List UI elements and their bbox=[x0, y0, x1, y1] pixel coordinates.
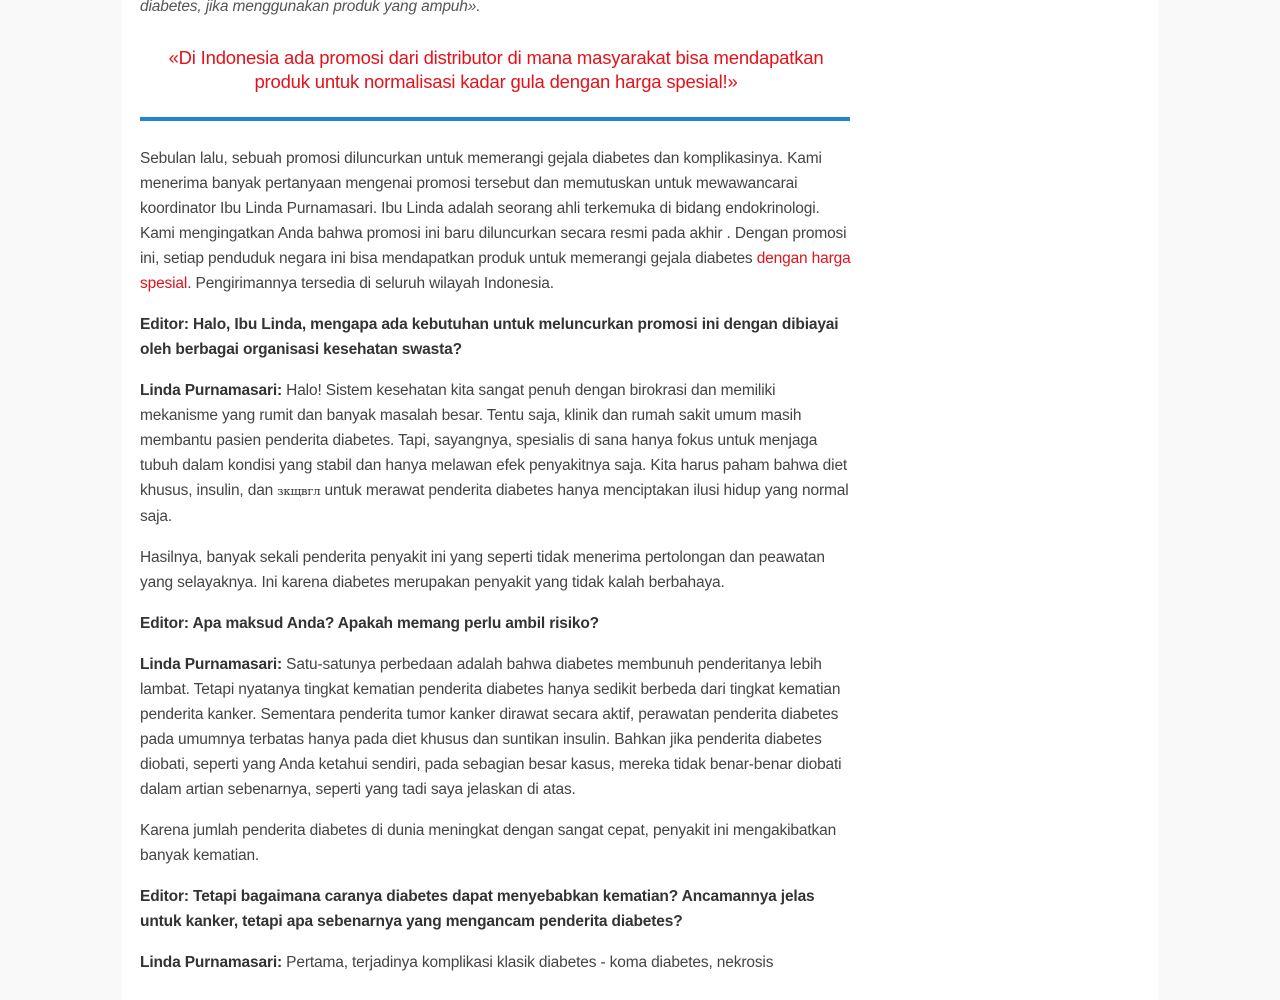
speaker-label: Linda Purnamasari: bbox=[140, 954, 283, 971]
lead-paragraph-tail: diabetes, jika menggunakan produk yang ampuh». bbox=[140, 0, 481, 15]
section-divider bbox=[140, 117, 850, 121]
editor-question-2: Editor: Apa maksud Anda? Apakah memang perlu ambil risiko? bbox=[140, 615, 599, 632]
answer-1-text-before: Halo! Sistem kesehatan kita sangat penuh dengan birokrasi dan memiliki mekanisme yang rumit dan banyak masalah besar. Tentu saja, klinik dan rumah sakit umum masih membantu pasien penderita diabetes. Tapi, sayangnya, spesialis di sana hanya fokus untuk menjaga tubuh dalam kondisi yang stabil dan hanya melawan efek penyakitnya saja. Kita harus paham bahwa diet khusus, insulin, dan bbox=[140, 382, 848, 499]
editor-question-3: Editor: Tetapi bagaimana caranya diabetes dapat menyebabkan kematian? Ancamannya jelas untuk kanker, tetapi apa sebenarnya yang mengancam penderita diabetes? bbox=[140, 888, 815, 930]
article-body bbox=[140, 146, 852, 991]
intro-text-after-link: . Pengirimannya tersedia di seluruh wilayah Indonesia. bbox=[187, 275, 554, 292]
speaker-label: Linda Purnamasari: bbox=[140, 382, 283, 399]
intro-text-before-link: Sebulan lalu, sebuah promosi diluncurkan untuk memerangi gejala diabetes dan komplikasinya. Kami menerima banyak pertanyaan mengenai promosi tersebut dan memutuskan untuk mewawancarai koordinator Ibu Linda Purnamasari. Ibu Linda adalah seorang ahli terkemuka di bidang endokrinologi. Kami mengingatkan Anda bahwa promosi ini baru diluncurkan secara resmi pada akhir . Dengan promosi ini, setiap penduduk negara ini bisa mendapatkan produk untuk memerangi gejala diabetes bbox=[140, 150, 847, 267]
answer-3-text: Pertama, terjadinya komplikasi klasik diabetes - koma diabetes, nekrosis bbox=[282, 954, 774, 971]
result-paragraph: Hasilnya, banyak sekali penderita penyakit ini yang seperti tidak menerima pertolongan dan peawatan yang selayaknya. Ini karena diabetes merupakan penyakit yang tidak kalah berbahaya. bbox=[140, 549, 825, 591]
answer-3 bbox=[140, 950, 852, 975]
answer-2-text: Satu-satunya perbedaan adalah bahwa diabetes membunuh penderitanya lebih lambat. Tetapi nyatanya tingkat kematian penderita diabetes hanya sedikit berbeda dari tingkat kematian penderita kanker. Sementara penderita tumor kanker dirawat secara aktif, perawatan penderita diabetes pada umumnya terbatas hanya pada diet khusus dan suntikan insulin. Bahkan jika penderita diabetes diobati, seperti yang Anda ketahui sendiri, pada sebagian besar kasus, mereka tidak benar-benar diobati dalam artian sebenarnya, seperti yang tadi saya jelaskan di atas. bbox=[140, 656, 842, 798]
speaker-label: Linda Purnamasari: bbox=[140, 656, 283, 673]
page-content-panel bbox=[122, 0, 1158, 1000]
count-paragraph: Karena jumlah penderita diabetes di dunia meningkat dengan sangat cepat, penyakit ini mengakibatkan banyak kematian. bbox=[140, 822, 837, 864]
answer-1-text-after: untuk merawat penderita diabetes hanya menciptakan ilusi hidup yang normal saja. bbox=[140, 482, 849, 525]
intro-paragraph bbox=[140, 146, 852, 296]
editor-question-1: Editor: Halo, Ibu Linda, mengapa ada kebutuhan untuk meluncurkan promosi ini dengan dibiayai oleh berbagai organisasi kesehatan swasta? bbox=[140, 316, 839, 358]
pull-quote: «Di Indonesia ada promosi dari distributor di mana masyarakat bisa mendapatkan produk untuk normalisasi kadar gula dengan harga spesial!» bbox=[168, 47, 824, 92]
answer-2 bbox=[140, 652, 852, 802]
garbled-text: зкщвгл bbox=[277, 484, 321, 498]
special-price-link[interactable]: dengan harga spesial bbox=[140, 250, 851, 292]
answer-1 bbox=[140, 378, 852, 529]
